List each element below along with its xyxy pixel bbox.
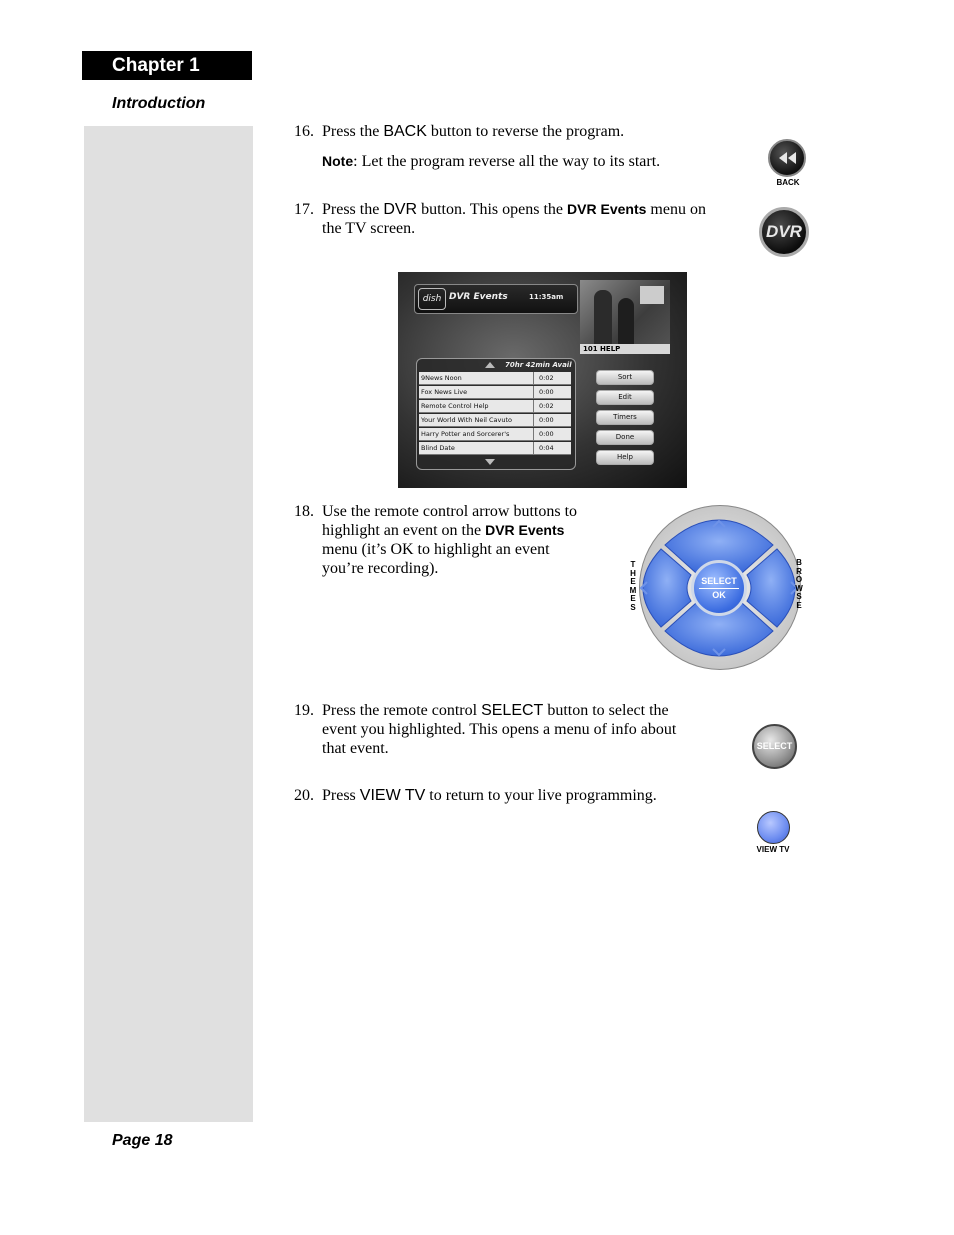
ok-label: OK (712, 590, 726, 600)
screen-title: DVR Events (449, 292, 508, 302)
key-name: SELECT (481, 702, 544, 719)
step-text: Press (322, 787, 360, 804)
event-name: Blind Date (421, 444, 455, 452)
page-number: Page 18 (112, 1132, 173, 1149)
event-row[interactable] (419, 414, 571, 427)
done-button[interactable]: Done (596, 430, 654, 445)
screen-time: 11:35am (529, 293, 564, 301)
step-text: menu on (646, 201, 706, 218)
view-tv-button-icon (757, 811, 790, 844)
edit-button[interactable]: Edit (596, 390, 654, 405)
step-text: menu (it’s OK to highlight an event (322, 541, 550, 558)
dvr-button-icon: DVR (759, 207, 809, 257)
person-figure (618, 298, 634, 346)
available-time: 70hr 42min Avail (505, 361, 572, 369)
browse-letter: W (795, 583, 803, 593)
event-row[interactable] (419, 372, 571, 385)
browse-letter: B (796, 558, 802, 567)
step-number: 17. (294, 201, 314, 218)
note-text: : Let the program reverse all the way to its start. (353, 153, 661, 170)
remote-dpad (617, 505, 817, 670)
menu-name: DVR Events (485, 522, 565, 538)
browse-letter: E (796, 600, 802, 610)
scroll-up-icon[interactable] (485, 362, 495, 368)
help-button[interactable]: Help (596, 450, 654, 465)
label-divider (699, 588, 739, 589)
event-name: 9News Noon (421, 374, 462, 382)
step-number: 18. (294, 503, 314, 520)
person-figure (594, 290, 612, 346)
event-name: Remote Control Help (421, 402, 489, 410)
themes-letter: T (630, 560, 636, 569)
browse-letter: R (796, 566, 802, 576)
themes-letter: H (630, 568, 636, 578)
key-name: DVR (383, 201, 418, 218)
sidebar-panel (84, 126, 253, 1122)
browse-label (794, 559, 804, 610)
themes-letter: E (630, 594, 636, 603)
event-row[interactable] (419, 400, 571, 413)
step-text: you’re recording). (322, 560, 439, 577)
dish-logo: dish (418, 288, 446, 310)
back-button-icon (768, 139, 806, 177)
view-tv-label: VIEW TV (756, 845, 790, 854)
step-18 (294, 502, 614, 582)
step-text: button to select the (543, 702, 669, 719)
event-name: Harry Potter and Sorcerer's (421, 430, 510, 438)
step-text: highlight an event on the (322, 522, 486, 539)
event-list (416, 358, 576, 470)
select-label: SELECT (701, 576, 737, 586)
step-17 (294, 200, 744, 240)
event-duration: 0:00 (539, 430, 554, 438)
event-duration: 0:00 (539, 416, 554, 424)
step-text: Press the (322, 123, 384, 140)
event-row[interactable] (419, 442, 571, 455)
event-duration: 0:02 (539, 374, 554, 382)
step-19 (294, 701, 724, 761)
step-text: event you highlighted. This opens a menu of info about (322, 721, 677, 738)
step-number: 20. (294, 787, 314, 804)
step-text: Press the (322, 201, 384, 218)
section-title: Introduction (112, 95, 206, 112)
dvr-events-screen (398, 272, 687, 488)
step-text: button to reverse the program. (426, 123, 625, 140)
step-16 (294, 122, 734, 142)
video-preview (580, 280, 670, 352)
themes-letter: E (630, 577, 636, 586)
step-text: that event. (322, 740, 389, 757)
note-label: Note (322, 153, 354, 169)
browse-letter: S (796, 592, 802, 601)
rewind-icon (770, 141, 804, 175)
event-name: Fox News Live (421, 388, 468, 396)
select-button-icon: SELECT (752, 724, 797, 769)
channel-label: 101 HELP (580, 344, 670, 354)
step-text: button. This opens the (417, 201, 568, 218)
studio-sign (640, 286, 664, 304)
event-row[interactable] (419, 428, 571, 441)
themes-letter: M (629, 585, 637, 595)
step-20 (294, 786, 724, 806)
menu-name: DVR Events (567, 201, 647, 217)
scroll-down-icon[interactable] (485, 459, 495, 465)
note (322, 152, 660, 171)
key-name: VIEW TV (359, 787, 426, 804)
back-label: BACK (776, 178, 800, 187)
step-text: the TV screen. (322, 220, 416, 237)
step-number: 19. (294, 702, 314, 719)
event-duration: 0:00 (539, 388, 554, 396)
sort-button[interactable]: Sort (596, 370, 654, 385)
event-duration: 0:04 (539, 444, 554, 452)
browse-letter: O (795, 575, 803, 584)
screen-header (414, 284, 578, 314)
event-row[interactable] (419, 386, 571, 399)
chapter-heading: Chapter 1 (82, 51, 252, 80)
event-name: Your World With Neil Cavuto (421, 416, 513, 424)
step-text: to return to your live programming. (425, 787, 657, 804)
step-text: Press the remote control (322, 702, 482, 719)
themes-letter: S (630, 602, 636, 612)
key-name: BACK (383, 123, 427, 140)
step-number: 16. (294, 123, 314, 140)
event-duration: 0:02 (539, 402, 554, 410)
timers-button[interactable]: Timers (596, 410, 654, 425)
step-text: Use the remote control arrow buttons to (322, 503, 578, 520)
themes-label (628, 561, 638, 612)
